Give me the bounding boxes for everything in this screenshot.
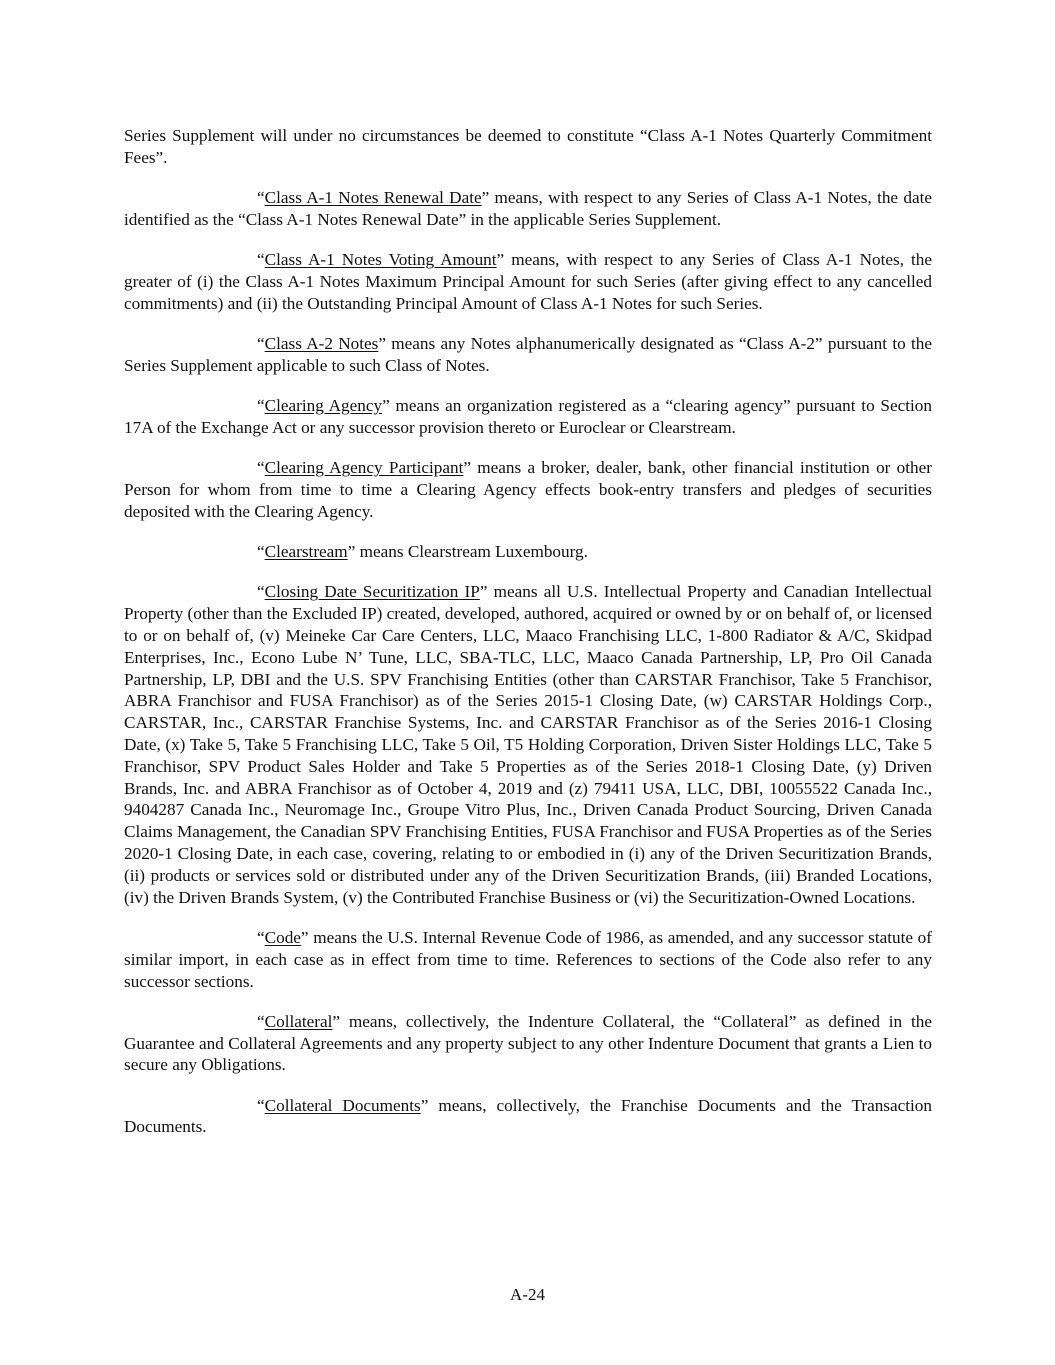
definition-closing-date-securitization-ip: “Closing Date Securitization IP” means all U.S. Intellectual Property and Canadian Intellectual Property (other than the Excluded IP) created, developed, authored, acquired or owned by or on behalf of, or licensed to or on behalf of, (v) Meineke Car Care Centers, LLC, Maaco Franchising LLC, 1-800 Radiator & A/C, Skidpad Enterprises, Inc., Econo Lube N’ Tune, LLC, SBA-TLC, LLC, Maaco Canada Partnership, LP, Pro Oil Canada Partnership, LP, DBI and the U.S. SPV Franchising Entities (other than CARSTAR Franchisor, Take 5 Franchisor, ABRA Franchisor and FUSA Franchisor) as of the Series 2015-1 Closing Date, (w) CARSTAR Holdings Corp., CARSTAR, Inc., CARSTAR Franchise Systems, Inc. and CARSTAR Franchisor as of the Series 2016-1 Closing Date, (x) Take 5, Take 5 Franchising LLC, Take 5 Oil, T5 Holding Corporation, Driven Sister Holdings LLC, Take 5 Franchisor, SPV Product Sales Holder and Take 5 Properties as of the Series 2018-1 Closing Date, (y) Driven Brands, Inc. and ABRA Franchisor as of October 4, 2019 and (z) 79411 USA, LLC, DBI, 10055522 Canada Inc., 9404287 Canada Inc., Neuromage Inc., Groupe Vitro Plus, Inc., Driven Canada Product Sourcing, Driven Canada Claims Management, the Canadian SPV Franchising Entities, FUSA Franchisor and FUSA Properties as of the Series 2020-1 Closing Date, in each case, covering, relating to or embodied in (i) any of the Driven Securitization Brands, (ii) products or services sold or distributed under any of the Driven Securitization Brands, (iii) Branded Locations, (iv) the Driven Brands System, (v) the Contributed Franchise Business or (vi) the Securitization-Owned Locations. [124, 582, 932, 907]
definition-class-a1-notes-voting-amount: “Class A-1 Notes Voting Amount” means, with respect to any Series of Class A-1 Notes, the greater of (i) the Class A-1 Notes Maximum Principal Amount for such Series (after giving effect to any cancelled commitments) and (ii) the Outstanding Principal Amount of Class A-1 Notes for such Series. [124, 250, 932, 313]
definition-text: ” means, with respect to any Series of Class A-1 Notes, the date identified as the “Class A-1 Notes Renewal Date” in the applicable Series Supplement. [124, 188, 933, 229]
defined-term: Collateral Documents [264, 1095, 421, 1115]
defined-term: Class A-1 Notes Renewal Date [264, 188, 482, 208]
definition-clearstream: “Clearstream” means Clearstream Luxembourg. [257, 542, 588, 562]
definition-class-a2-notes: “Class A-2 Notes” means any Notes alphanumerically designated as “Class A-2” pursuant to the Series Supplement applicable to such Class of Notes. [124, 334, 933, 375]
defined-term: Collateral [264, 1011, 333, 1031]
continued-paragraph [124, 125, 932, 169]
page-number: A-24 [510, 1285, 545, 1304]
definition-clearing-agency: “Clearing Agency” means an organization registered as a “clearing agency” pursuant to Section 17A of the Exchange Act or any successor provision thereto or Euroclear or Clearstream. [124, 396, 932, 437]
definition-text: ” means, with respect to any Series of Class A-1 Notes, the greater of (i) the Class A-1 Notes Maximum Principal Amount for such Series (after giving effect to any cancelled commitments) and (ii) the Outstanding Principal Amount of Class A-1 Notes for such Series. [124, 250, 932, 313]
definition-text: ” means an organization registered as a “clearing agency” pursuant to Section 17A of the Exchange Act or any successor provision thereto or Euroclear or Clearstream. [124, 396, 932, 437]
definition-text: ” means any Notes alphanumerically designated as “Class A-2” pursuant to the Series Supplement applicable to such Class of Notes. [124, 334, 933, 375]
definition-text: ” means all U.S. Intellectual Property and Canadian Intellectual Property (other than the Excluded IP) created, developed, authored, acquired or owned by or on behalf of, or licensed to or on behalf of, (v) Meineke Car Care Centers, LLC, Maaco Franchising LLC, 1-800 Radiator & A/C, Skidpad Enterprises, Inc., Econo Lube N’ Tune, LLC, SBA-TLC, LLC, Maaco Canada Partnership, LP, Pro Oil Canada Partnership, LP, DBI and the U.S. SPV Franchising Entities (other than CARSTAR Franchisor, Take 5 Franchisor, ABRA Franchisor and FUSA Franchisor) as of the Series 2015-1 Closing Date, (w) CARSTAR Holdings Corp., CARSTAR, Inc., CARSTAR Franchise Systems, Inc. and CARSTAR Franchisor as of the Series 2016-1 Closing Date, (x) Take 5, Take 5 Franchising LLC, Take 5 Oil, T5 Holding Corporation, Driven Sister Holdings LLC, Take 5 Franchisor, SPV Product Sales Holder and Take 5 Properties as of the Series 2018-1 Closing Date, (y) Driven Brands, Inc. and ABRA Franchisor as of October 4, 2019 and (z) 79411 USA, LLC, DBI, 10055522 Canada Inc., 9404287 Canada Inc., Neuromage Inc., Groupe Vitro Plus, Inc., Driven Canada Product Sourcing, Driven Canada Claims Management, the Canadian SPV Franchising Entities, FUSA Franchisor and FUSA Properties as of the Series 2020-1 Closing Date, in each case, covering, relating to or embodied in (i) any of the Driven Securitization Brands, (ii) products or services sold or distributed under any of the Driven Securitization Brands, (iii) Branded Locations, (iv) the Driven Brands System, (v) the Contributed Franchise Business or (vi) the Securitization-Owned Locations. [124, 582, 932, 907]
document-body [124, 125, 932, 1157]
definition-collateral-documents: “Collateral Documents” means, collectively, the Franchise Documents and the Transaction Documents. [124, 1095, 932, 1137]
definition-text: ” means a broker, dealer, bank, other financial institution or other Person for whom from time to time a Clearing Agency effects book-entry transfers and pledges of securities deposited with the Clearing Agency. [124, 458, 932, 521]
paragraph-text: Series Supplement will under no circumstances be deemed to constitute “Class A-1 Notes Quarterly Commitment Fees”. [124, 126, 932, 167]
definition-text: ” means Clearstream Luxembourg. [347, 542, 588, 562]
defined-term: Closing Date Securitization IP [264, 582, 480, 602]
definition-text: ” means the U.S. Internal Revenue Code of 1986, as amended, and any successor statute of similar import, in each case as in effect from time to time. References to sections of the Code also refer to any successor sections. [124, 927, 932, 991]
definition-text: ” means, collectively, the Indenture Collateral, the “Collateral” as defined in the Guarantee and Collateral Agreements and any property subject to any other Indenture Document that grants a Lien to secure any Obligations. [124, 1011, 932, 1075]
defined-term: Class A-1 Notes Voting Amount [264, 250, 497, 270]
defined-term: Class A-2 Notes [264, 334, 379, 354]
defined-term: Clearing Agency Participant [264, 458, 464, 478]
definition-clearing-agency-participant: “Clearing Agency Participant” means a broker, dealer, bank, other financial institution or other Person for whom from time to time a Clearing Agency effects book-entry transfers and pledges of securities deposited with the Clearing Agency. [124, 458, 932, 521]
definition-collateral: “Collateral” means, collectively, the Indenture Collateral, the “Collateral” as defined in the Guarantee and Collateral Agreements and any property subject to any other Indenture Document that grants a Lien to secure any Obligations. [124, 1011, 932, 1075]
defined-term: Code [264, 927, 301, 947]
definition-code: “Code” means the U.S. Internal Revenue Code of 1986, as amended, and any successor statute of similar import, in each case as in effect from time to time. References to sections of the Code also refer to any successor sections. [124, 927, 932, 991]
defined-term: Clearing Agency [264, 396, 383, 416]
defined-term: Clearstream [264, 542, 348, 562]
definition-text: ” means, collectively, the Franchise Documents and the Transaction Documents. [124, 1095, 932, 1137]
definition-class-a1-notes-renewal-date: “Class A-1 Notes Renewal Date” means, with respect to any Series of Class A-1 Notes, the date identified as the “Class A-1 Notes Renewal Date” in the applicable Series Supplement. [124, 188, 933, 229]
